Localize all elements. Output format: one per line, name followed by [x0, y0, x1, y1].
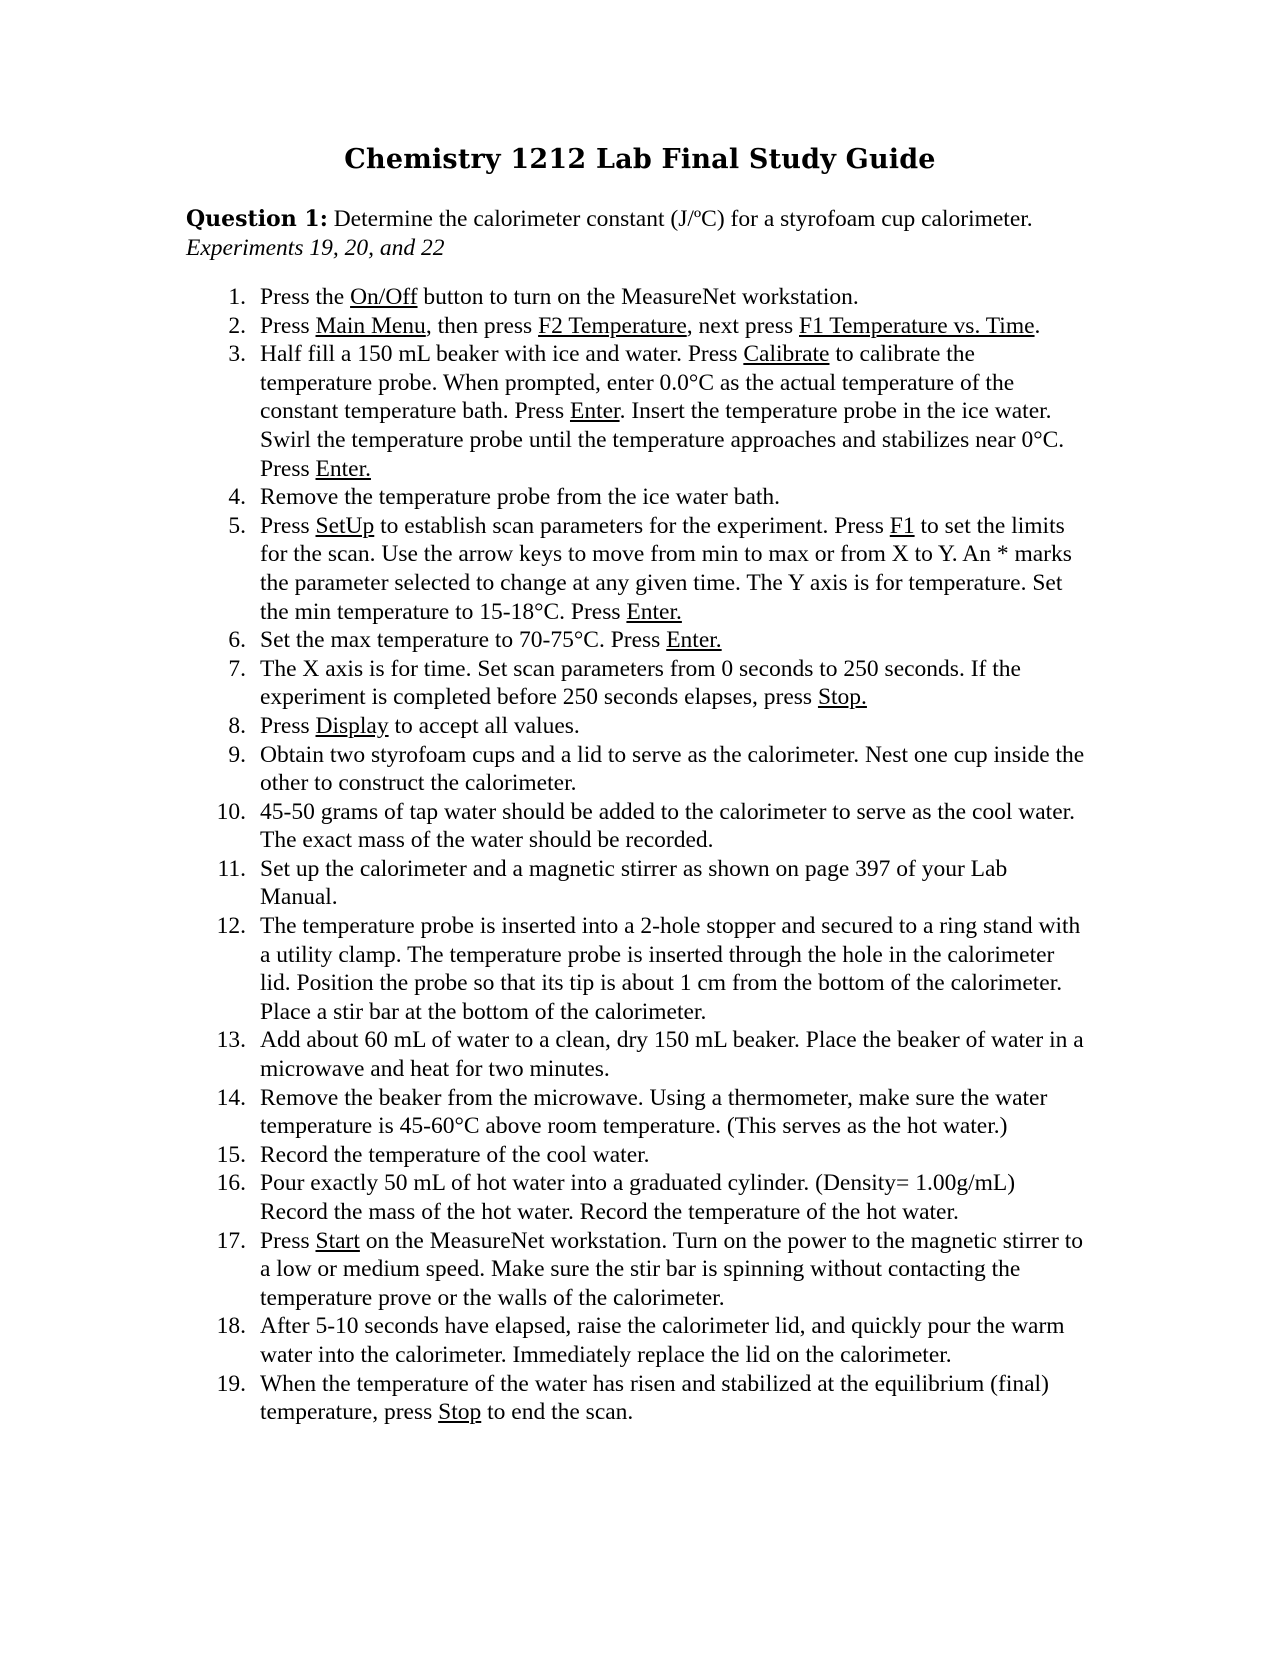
step-text: Record the temperature of the cool water.	[260, 1141, 650, 1168]
step-text: , next press	[686, 312, 800, 339]
underlined-term: Enter.	[666, 627, 722, 654]
step-number: 5.	[228, 512, 246, 539]
procedure-step	[186, 1141, 1086, 1170]
procedure-step	[186, 483, 1086, 512]
underlined-term: Enter.	[315, 455, 371, 482]
underlined-term: F2 Temperature	[538, 312, 687, 339]
underlined-term: On/Off	[350, 284, 418, 310]
step-text: Add about 60 mL of water to a clean, dry 150 mL beaker. Place the beaker of water in a microwave and heat for two minutes.	[260, 1027, 1084, 1083]
step-number: 18.	[216, 1313, 246, 1340]
step-text: button to turn on the MeasureNet workstation.	[417, 284, 859, 310]
underlined-term: Stop.	[817, 684, 867, 711]
underlined-term: F1 Temperature vs. Time	[799, 312, 1035, 339]
step-number: 3.	[228, 341, 246, 368]
step-text: . Insert the temperature probe in the ice water. Swirl the temperature probe until the temperature approaches and stabilizes near 0°C. Press	[260, 398, 1065, 482]
step-text: Press	[260, 312, 316, 339]
procedure-step	[186, 655, 1086, 712]
step-number: 9.	[228, 741, 246, 768]
underlined-term: Main Menu	[315, 312, 426, 339]
underlined-term: Enter	[569, 398, 620, 425]
step-number: 14.	[216, 1084, 246, 1111]
procedure-step	[186, 855, 1086, 912]
question-block	[186, 205, 1033, 263]
question-label: Question 1:	[186, 206, 328, 232]
step-number: 10.	[216, 798, 246, 825]
step-text: on the MeasureNet workstation. Turn on the power to the magnetic stirrer to a low or medium speed. Make sure the stir bar is spinning without contacting the temperature prove or the walls of the calorimeter.	[260, 1227, 1084, 1311]
step-text: to end the scan.	[481, 1399, 634, 1426]
procedure-step	[186, 712, 1086, 741]
procedure-step	[186, 798, 1086, 855]
step-text: to accept all values.	[388, 712, 580, 739]
procedure-step	[186, 512, 1086, 626]
procedure-step	[186, 1370, 1086, 1427]
underlined-term: Start	[315, 1227, 360, 1254]
step-text: The temperature probe is inserted into a 2-hole stopper and secured to a ring stand with a utility clamp. The temperature probe is inserted through the hole in the calorimeter lid. Position the probe so that its tip is about 1 cm from the bottom of the calorimeter. Place a stir bar at the bottom of the calorimeter.	[260, 913, 1081, 1025]
procedure-step	[186, 912, 1086, 1026]
step-text: Press	[260, 712, 316, 739]
step-number: 11.	[217, 855, 246, 882]
underlined-term: SetUp	[315, 512, 375, 539]
procedure-step	[186, 1312, 1086, 1369]
step-number: 2.	[228, 312, 246, 339]
procedure-step	[186, 626, 1086, 655]
step-text: Press	[260, 512, 316, 539]
underlined-term: Enter.	[626, 598, 682, 625]
step-number: 16.	[216, 1170, 246, 1197]
step-text: The X axis is for time. Set scan parameters from 0 seconds to 250 seconds. If the experiment is completed before 250 seconds elapses, press	[260, 655, 1021, 711]
step-text: Set the max temperature to 70-75°C. Press	[260, 627, 667, 654]
step-number: 8.	[228, 712, 246, 739]
step-text: After 5-10 seconds have elapsed, raise the calorimeter lid, and quickly pour the warm water into the calorimeter. Immediately replace the lid on the calorimeter.	[260, 1313, 1065, 1368]
step-text: Pour exactly 50 mL of hot water into a graduated cylinder. (Density= 1.00g/mL) Record the mass of the hot water. Record the temperature of the hot water.	[260, 1170, 1016, 1225]
procedure-step	[186, 1026, 1086, 1083]
step-text: to set the limits for the scan. Use the arrow keys to move from min to max or from X to Y. An * marks the parameter selected to change at any given time. The Y axis is for temperature. Set the min temperature to 15-18°C. Press	[260, 512, 1072, 625]
step-number: 19.	[216, 1370, 246, 1397]
procedure-steps-list	[186, 283, 1086, 1427]
step-text: Obtain two styrofoam cups and a lid to serve as the calorimeter. Nest one cup inside the other to construct the calorimeter.	[260, 741, 1085, 797]
procedure-step	[186, 340, 1086, 483]
step-text: 45-50 grams of tap water should be added to the calorimeter to serve as the cool water. The exact mass of the water should be recorded.	[260, 798, 1076, 854]
step-number: 7.	[228, 655, 246, 682]
step-text: to calibrate the temperature probe. When prompted, enter 0.0°C as the actual temperature of the constant temperature bath. Press	[260, 341, 1015, 425]
step-number: 1.	[228, 284, 246, 310]
step-text: Press the	[260, 284, 351, 310]
procedure-step	[186, 283, 1086, 312]
question-text: Determine the calorimeter constant (J/ºC) for a styrofoam cup calorimeter.	[333, 206, 1033, 232]
step-number: 6.	[228, 627, 246, 654]
step-text: Press	[260, 1227, 316, 1254]
underlined-term: F1	[889, 512, 915, 539]
step-text: When the temperature of the water has risen and stabilized at the equilibrium (final) temperature, press	[260, 1370, 1049, 1426]
step-text: Half fill a 150 mL beaker with ice and water. Press	[260, 341, 744, 368]
procedure-step	[186, 312, 1086, 341]
step-text: to establish scan parameters for the experiment. Press	[374, 512, 890, 539]
underlined-term: Display	[315, 712, 389, 739]
step-text: , then press	[425, 312, 539, 339]
underlined-term: Stop	[438, 1399, 482, 1426]
experiments-reference: Experiments 19, 20, and 22	[186, 235, 445, 261]
step-number: 13.	[216, 1027, 246, 1054]
step-number: 15.	[216, 1141, 246, 1168]
step-number: 12.	[216, 913, 246, 940]
procedure-step	[186, 1084, 1086, 1141]
step-text: .	[1034, 312, 1041, 339]
step-text: Remove the beaker from the microwave. Using a thermometer, make sure the water temperature is 45-60°C above room temperature. (This serves as the hot water.)	[260, 1084, 1048, 1140]
step-text: Set up the calorimeter and a magnetic stirrer as shown on page 397 of your Lab Manual.	[260, 855, 1008, 911]
page-title: Chemistry 1212 Lab Final Study Guide	[344, 144, 936, 175]
procedure-step	[186, 1169, 1086, 1226]
step-number: 17.	[216, 1227, 246, 1254]
step-text: Remove the temperature probe from the ice water bath.	[260, 484, 781, 511]
step-number: 4.	[228, 484, 246, 511]
underlined-term: Calibrate	[743, 341, 830, 368]
procedure-step	[186, 741, 1086, 798]
procedure-step	[186, 1227, 1086, 1313]
